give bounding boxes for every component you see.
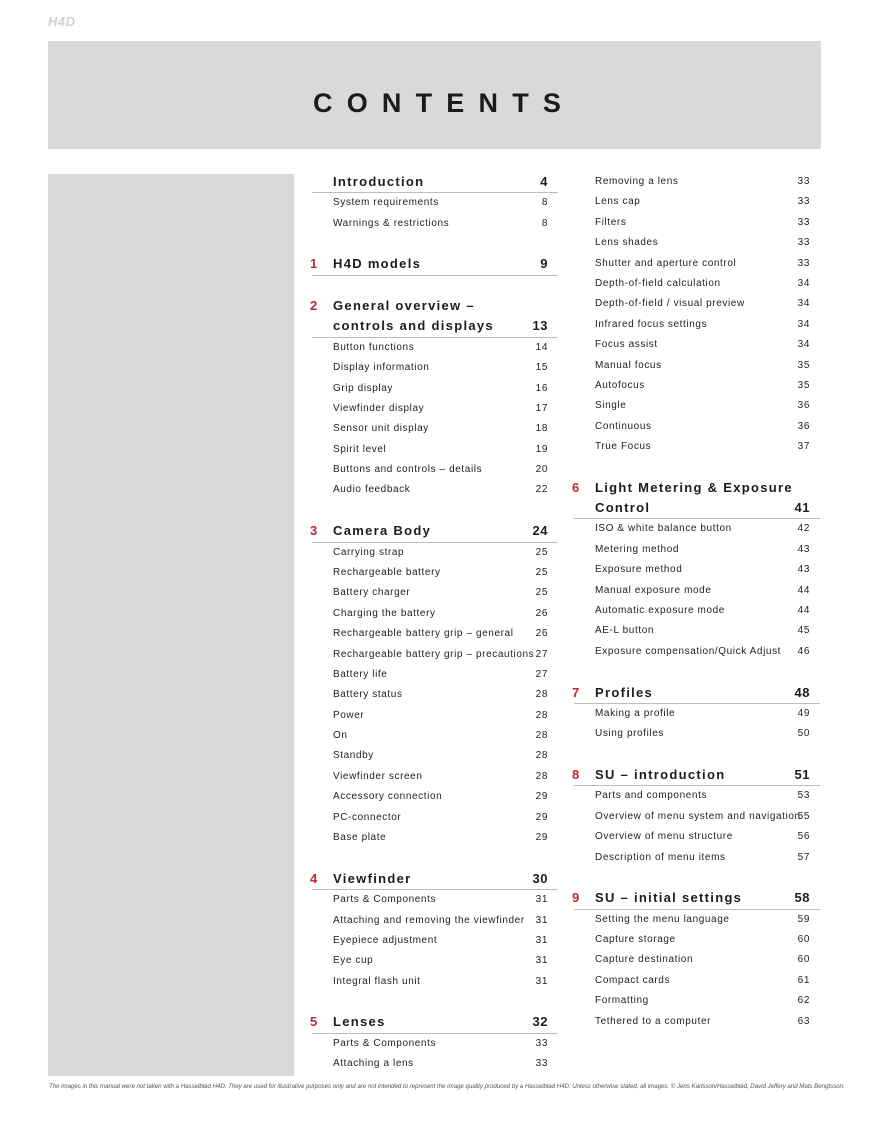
section-gap (310, 848, 558, 868)
toc-entry-label: Using profiles (595, 728, 664, 740)
toc-entry-label: Warnings & restrictions (333, 217, 450, 229)
toc-section (310, 172, 558, 234)
section-heading-line (574, 888, 820, 908)
toc-entry[interactable] (310, 460, 558, 480)
toc-entry-page-number: 62 (797, 995, 810, 1007)
toc-entry-label: Carrying strap (333, 546, 405, 558)
toc-entry-label: Description of menu items (595, 851, 726, 863)
section-heading-line (312, 172, 558, 192)
toc-entry-label: Standby (333, 750, 374, 762)
section-heading-line (574, 478, 820, 498)
toc-entry-page-number: 29 (535, 811, 548, 823)
toc-section (310, 296, 558, 501)
toc-section (572, 765, 820, 868)
toc-entry[interactable] (310, 911, 558, 931)
toc-entry[interactable] (572, 294, 820, 314)
section-gap (572, 868, 820, 888)
toc-section (310, 1012, 558, 1074)
toc-entry-page-number: 53 (797, 790, 810, 802)
section-heading-line (312, 521, 558, 541)
toc-entry[interactable] (572, 971, 820, 991)
toc-entry[interactable] (310, 440, 558, 460)
section-title: General overview – (333, 298, 475, 314)
toc-entry-label: Eye cup (333, 955, 374, 967)
toc-entry[interactable] (310, 480, 558, 500)
section-heading[interactable] (574, 478, 820, 520)
toc-entry[interactable] (310, 379, 558, 399)
toc-entry[interactable] (310, 1034, 558, 1054)
toc-entry-label: Battery life (333, 668, 388, 680)
section-heading-line (312, 254, 558, 274)
toc-entry[interactable] (572, 848, 820, 868)
section-gap (310, 234, 558, 254)
toc-entry[interactable] (310, 563, 558, 583)
toc-entry-page-number: 50 (797, 728, 810, 740)
toc-section (572, 683, 820, 745)
toc-section (572, 478, 820, 662)
section-number: 5 (310, 1014, 319, 1030)
toc-entry-page-number: 20 (535, 464, 548, 476)
toc-entry[interactable] (572, 274, 820, 294)
toc-entry-label: Lens shades (595, 237, 659, 249)
toc-entry[interactable] (310, 358, 558, 378)
toc-entry-label: Overview of menu structure (595, 831, 733, 843)
toc-entry[interactable] (572, 601, 820, 621)
section-gap (572, 745, 820, 765)
toc-entry-label: ISO & white balance button (595, 523, 732, 535)
toc-entry-page-number: 43 (797, 543, 810, 555)
toc-entry[interactable] (310, 972, 558, 992)
toc-entry[interactable] (310, 624, 558, 644)
section-page-number: 48 (794, 684, 810, 700)
section-heading-line (574, 683, 820, 703)
toc-entry[interactable] (572, 704, 820, 724)
toc-entry-label: Rechargeable battery (333, 566, 441, 578)
toc-entry[interactable] (310, 726, 558, 746)
toc-entry-label: On (333, 730, 348, 742)
section-heading-line (312, 316, 558, 336)
toc-entry[interactable] (572, 376, 820, 396)
section-page-number: 41 (794, 500, 810, 516)
toc-entry-label: Exposure compensation/Quick Adjust (595, 645, 782, 657)
toc-entry-label: Metering method (595, 543, 680, 555)
toc-entry-label: Overview of menu system and navigation (595, 810, 801, 822)
toc-entry-page-number: 33 (797, 216, 810, 228)
section-gap (310, 501, 558, 521)
section-title: Control (595, 500, 651, 516)
toc-entry[interactable] (572, 396, 820, 416)
toc-entry-page-number: 28 (535, 770, 548, 782)
toc-entry-label: Integral flash unit (333, 975, 421, 987)
toc-entry-label: Manual focus (595, 359, 662, 371)
toc-entry-label: Button functions (333, 341, 415, 353)
section-gap (572, 662, 820, 682)
toc-entry[interactable] (310, 931, 558, 951)
toc-entry-page-number: 19 (535, 443, 548, 455)
toc-entry-label: Depth-of-field / visual preview (595, 298, 745, 310)
section-title: Camera Body (333, 523, 432, 539)
toc-entry[interactable] (310, 1054, 558, 1074)
toc-entry[interactable] (572, 254, 820, 274)
toc-entry-label: Base plate (333, 832, 387, 844)
section-number: 1 (310, 256, 319, 272)
toc-entry-page-number: 34 (797, 339, 810, 351)
toc-entry-label: System requirements (333, 197, 439, 209)
toc-entry-label: Charging the battery (333, 607, 436, 619)
toc-entry-page-number: 34 (797, 318, 810, 330)
section-page-number: 32 (532, 1014, 548, 1030)
toc-entry-label: Making a profile (595, 707, 676, 719)
toc-entry-page-number: 28 (535, 730, 548, 742)
toc-entry-label: Parts & Components (333, 1037, 437, 1049)
section-title: SU – initial settings (595, 890, 743, 906)
toc-entry-label: Accessory connection (333, 791, 443, 803)
toc-entry-page-number: 15 (535, 362, 548, 374)
toc-entry-label: Shutter and aperture control (595, 257, 737, 269)
toc-entry[interactable] (310, 746, 558, 766)
toc-entry-page-number: 17 (535, 402, 548, 414)
toc-entry-label: Audio feedback (333, 484, 411, 496)
toc-entry-page-number: 31 (535, 934, 548, 946)
toc-entry-label: Setting the menu language (595, 913, 730, 925)
toc-entry-page-number: 35 (797, 379, 810, 391)
toc-entry[interactable] (572, 233, 820, 253)
section-page-number: 9 (540, 256, 548, 272)
toc-entry-label: Rechargeable battery grip – precautions (333, 648, 535, 660)
section-title: SU – introduction (595, 767, 726, 783)
section-title: Profiles (595, 684, 654, 700)
toc-entry[interactable] (310, 338, 558, 358)
toc-entry-label: Attaching a lens (333, 1058, 414, 1070)
toc-entry-page-number: 31 (535, 894, 548, 906)
toc-entry-label: Lens cap (595, 196, 641, 208)
toc-entry[interactable] (310, 583, 558, 603)
section-heading[interactable] (312, 521, 558, 542)
toc-entry-page-number: 63 (797, 1015, 810, 1027)
toc-entry-label: Removing a lens (595, 176, 679, 187)
toc-entry-page-number: 18 (535, 423, 548, 435)
section-heading[interactable] (312, 172, 558, 193)
toc-entry[interactable] (310, 214, 558, 234)
toc-column-left (310, 172, 558, 1075)
toc-entry-label: Exposure method (595, 564, 683, 576)
section-heading-line (574, 765, 820, 785)
section-heading[interactable] (312, 296, 558, 338)
section-heading[interactable] (312, 1012, 558, 1033)
toc-entry-page-number: 60 (797, 933, 810, 945)
toc-section (310, 521, 558, 848)
section-heading-line (312, 1012, 558, 1032)
toc-entry-page-number: 55 (797, 810, 810, 822)
toc-entry-label: Spirit level (333, 443, 387, 455)
toc-entry-page-number: 42 (797, 523, 810, 535)
toc-entry-label: Power (333, 709, 365, 721)
toc-entry-page-number: 31 (535, 955, 548, 967)
toc-entry-label: Attaching and removing the viewfinder (333, 914, 525, 926)
toc-column-right (572, 172, 820, 1032)
toc-entry-page-number: 45 (797, 625, 810, 637)
toc-entry-label: Automatic exposure mode (595, 605, 725, 617)
toc-entry[interactable] (572, 991, 820, 1011)
toc-section (310, 869, 558, 992)
section-heading-line (312, 869, 558, 889)
toc-entry-page-number: 33 (797, 196, 810, 208)
toc-entry-page-number: 34 (797, 298, 810, 310)
toc-entry-page-number: 56 (797, 831, 810, 843)
toc-entry[interactable] (572, 930, 820, 950)
toc-entry[interactable] (572, 519, 820, 539)
section-number: 9 (572, 890, 581, 906)
toc-entry[interactable] (310, 890, 558, 910)
footnote: The images in this manual were not taken with a Hasselblad H4D. They are used for illustrative purposes only and are not intended to represent the image quality produced by a Hasselblad H4D. Unless otherwise stated, all images. © Jens Karlsson/Hasselblad, David Jeffery and Mats Bengtsson. (49, 1083, 845, 1090)
toc-entry[interactable] (310, 787, 558, 807)
toc-entry[interactable] (572, 827, 820, 847)
toc-entry-page-number: 26 (535, 607, 548, 619)
section-page-number: 51 (794, 767, 810, 783)
toc-entry-label: Sensor unit display (333, 423, 429, 435)
section-number: 6 (572, 479, 581, 495)
toc-entry-page-number: 31 (535, 975, 548, 987)
toc-entry-label: AE-L button (595, 625, 655, 637)
toc-entry-page-number: 33 (535, 1037, 548, 1049)
toc-entry-page-number: 8 (541, 197, 548, 209)
toc-entry-label: Autofocus (595, 379, 645, 391)
toc-entry-label: Filters (595, 216, 627, 228)
toc-entry[interactable] (572, 335, 820, 355)
section-heading[interactable] (312, 254, 558, 275)
toc-entry-page-number: 36 (797, 420, 810, 432)
toc-entry[interactable] (572, 724, 820, 744)
toc-entry-page-number: 49 (797, 707, 810, 719)
section-heading-line (312, 296, 558, 316)
toc-entry[interactable] (310, 543, 558, 563)
toc-entry-page-number: 29 (535, 832, 548, 844)
toc-entry-page-number: 57 (797, 851, 810, 863)
toc-entry-label: Compact cards (595, 974, 671, 986)
toc-entry-page-number: 60 (797, 954, 810, 966)
section-number: 3 (310, 523, 319, 539)
toc-entry-label: Parts and components (595, 790, 708, 802)
toc-entry-label: Tethered to a computer (595, 1015, 712, 1027)
section-page-number: 24 (532, 523, 548, 539)
toc-entry[interactable] (310, 665, 558, 685)
toc-entry[interactable] (572, 437, 820, 457)
toc-entry-label: Grip display (333, 382, 393, 394)
toc-entry[interactable] (310, 399, 558, 419)
toc-entry-label: Depth-of-field calculation (595, 277, 721, 289)
toc-entry-page-number: 43 (797, 564, 810, 576)
toc-entry-page-number: 28 (535, 750, 548, 762)
section-gap (310, 276, 558, 296)
side-panel (48, 174, 294, 1076)
toc-entry[interactable] (572, 417, 820, 437)
toc-section (310, 254, 558, 275)
toc-entry-page-number: 16 (535, 382, 548, 394)
toc-entry-label: Eyepiece adjustment (333, 934, 438, 946)
toc-entry[interactable] (572, 950, 820, 970)
section-heading[interactable] (312, 869, 558, 890)
toc-entry[interactable] (572, 540, 820, 560)
toc-entry-label: Battery charger (333, 587, 411, 599)
section-number: 2 (310, 298, 319, 314)
section-title: Light Metering & Exposure (595, 479, 793, 495)
toc-entry[interactable] (310, 604, 558, 624)
toc-entry-page-number: 33 (797, 237, 810, 249)
toc-entry[interactable] (310, 828, 558, 848)
toc-entry[interactable] (310, 685, 558, 705)
toc-entry-label: PC-connector (333, 811, 402, 823)
toc-entry-page-number: 33 (797, 176, 810, 187)
section-title: H4D models (333, 256, 422, 272)
toc-entry[interactable] (572, 786, 820, 806)
toc-entry-page-number: 14 (535, 341, 548, 353)
toc-entry[interactable] (572, 213, 820, 233)
page-title: CONTENTS (313, 88, 576, 118)
section-page-number: 4 (540, 174, 548, 189)
toc-entry-label: Infrared focus settings (595, 318, 708, 330)
toc-entry-label: Capture storage (595, 933, 676, 945)
toc-entry-label: Viewfinder display (333, 402, 425, 414)
toc-entry[interactable] (572, 642, 820, 662)
toc-entry-page-number: 37 (797, 441, 810, 453)
toc-entry[interactable] (310, 767, 558, 787)
toc-entry-page-number: 25 (535, 587, 548, 599)
toc-entry-page-number: 46 (797, 645, 810, 657)
toc-entry[interactable] (572, 581, 820, 601)
toc-entry[interactable] (310, 808, 558, 828)
toc-entry[interactable] (572, 560, 820, 580)
toc-entry-label: Manual exposure mode (595, 584, 712, 596)
section-gap (310, 992, 558, 1012)
toc-section (572, 888, 820, 1032)
toc-entry-page-number: 33 (535, 1058, 548, 1070)
toc-entry-label: True Focus (595, 441, 652, 453)
toc-entry[interactable] (310, 645, 558, 665)
toc-entry-page-number: 61 (797, 974, 810, 986)
section-title: controls and displays (333, 318, 494, 334)
toc-entry[interactable] (310, 706, 558, 726)
toc-entry-label: Parts & Components (333, 894, 437, 906)
section-page-number: 30 (532, 870, 548, 886)
toc-entry-page-number: 22 (535, 484, 548, 496)
section-heading-line (574, 498, 820, 518)
toc-entry-page-number: 26 (535, 628, 548, 640)
toc-entry-page-number: 31 (535, 914, 548, 926)
toc-entry-label: Buttons and controls – details (333, 464, 483, 476)
toc-entry[interactable] (572, 192, 820, 212)
toc-entry[interactable] (572, 356, 820, 376)
toc-section (572, 172, 820, 457)
toc-entry-page-number: 35 (797, 359, 810, 371)
section-heading[interactable] (574, 683, 820, 704)
toc-entry[interactable] (572, 910, 820, 930)
toc-entry[interactable] (310, 193, 558, 213)
toc-entry-label: Viewfinder screen (333, 770, 423, 782)
toc-entry[interactable] (572, 807, 820, 827)
toc-entry[interactable] (572, 621, 820, 641)
section-title: Viewfinder (333, 870, 412, 886)
section-page-number: 13 (532, 318, 548, 334)
section-page-number: 58 (794, 890, 810, 906)
toc-entry[interactable] (572, 172, 820, 192)
toc-entry-page-number: 27 (535, 668, 548, 680)
section-heading[interactable] (574, 888, 820, 909)
toc-entry-page-number: 29 (535, 791, 548, 803)
toc-entry-page-number: 8 (541, 217, 548, 229)
toc-entry-page-number: 27 (535, 648, 548, 660)
toc-entry[interactable] (310, 951, 558, 971)
toc-entry-page-number: 36 (797, 400, 810, 412)
section-title: Lenses (333, 1014, 386, 1030)
section-number: 7 (572, 684, 581, 700)
toc-entry-label: Formatting (595, 995, 649, 1007)
toc-entry-label: Focus assist (595, 339, 658, 351)
running-header: H4D (48, 14, 76, 29)
section-number: 8 (572, 767, 581, 783)
toc-entry-label: Capture destination (595, 954, 694, 966)
toc-entry-page-number: 59 (797, 913, 810, 925)
toc-entry-page-number: 28 (535, 689, 548, 701)
toc-entry-label: Rechargeable battery grip – general (333, 628, 514, 640)
toc-entry[interactable] (572, 1012, 820, 1032)
toc-entry-page-number: 25 (535, 546, 548, 558)
toc-entry-page-number: 44 (797, 584, 810, 596)
section-number: 4 (310, 870, 319, 886)
toc-entry-page-number: 28 (535, 709, 548, 721)
toc-entry-label: Single (595, 400, 627, 412)
section-heading[interactable] (574, 765, 820, 786)
toc-entry-page-number: 25 (535, 566, 548, 578)
toc-entry-page-number: 34 (797, 277, 810, 289)
toc-entry-label: Display information (333, 362, 430, 374)
section-title: Introduction (333, 174, 425, 189)
toc-entry[interactable] (310, 419, 558, 439)
section-gap (572, 457, 820, 477)
toc-entry-page-number: 44 (797, 605, 810, 617)
toc-entry[interactable] (572, 315, 820, 335)
toc-entry-page-number: 33 (797, 257, 810, 269)
toc-entry-label: Continuous (595, 420, 652, 432)
toc-entry-label: Battery status (333, 689, 403, 701)
